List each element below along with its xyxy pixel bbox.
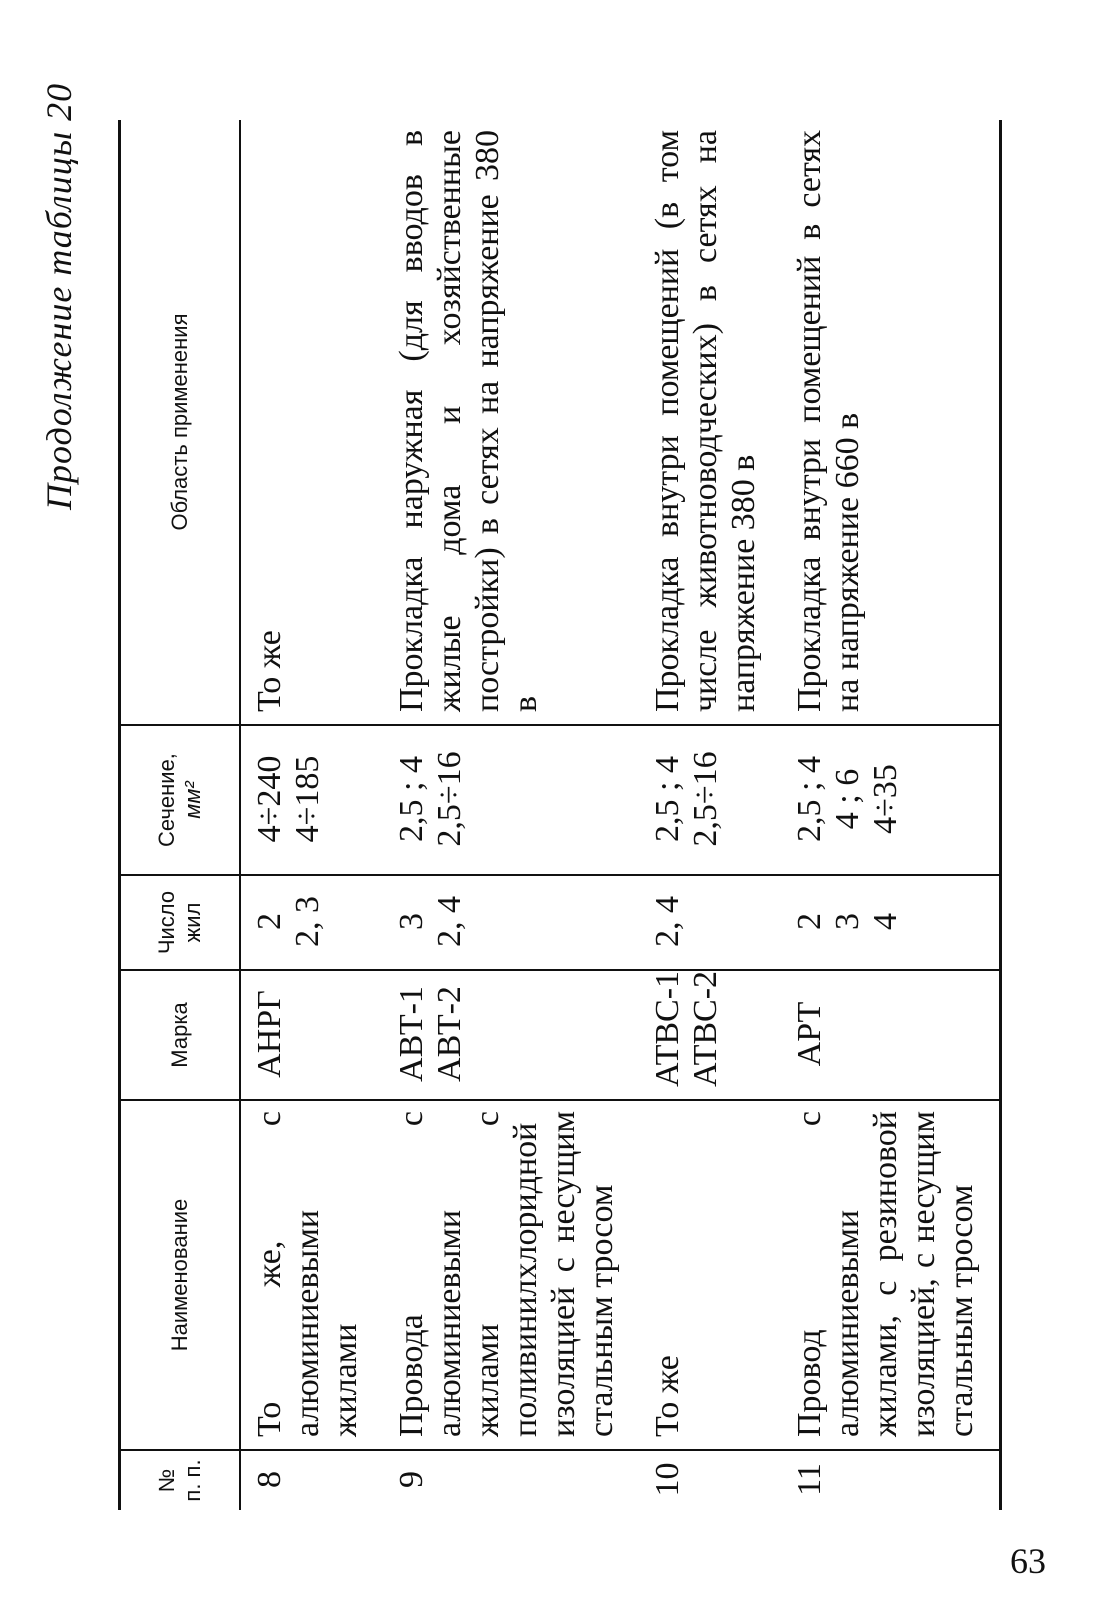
cable-table [118,120,1002,1510]
header-cores [120,875,241,970]
table-row [240,120,383,1510]
row-num: 8 [240,1450,383,1510]
row-area: Прокладка наружная (для вводов в жилые дома и хозяйственные постройки) в сетях на напряжение 380 в [393,130,544,712]
row-section: 2,5 ; 4 2,5÷16 [383,725,639,875]
row-cores: 2 2, 3 [240,875,383,970]
row-cores: 2, 4 [639,875,781,970]
row-mark: АТВС-1 АТВС-2 [639,970,781,1100]
row-section: 2,5 ; 4 4 ; 6 4÷35 [781,725,1001,875]
header-section [120,725,241,875]
row-name: Провода с алюминиевыми жилами с поливинилхлоридной изоляцией с несущим стальным тросом [383,1100,639,1450]
row-name: Провод с алюминиевыми жилами, с резиновой изоляцией, с несущим стальным тросом [781,1100,1001,1450]
row-num: 11 [781,1450,1001,1510]
header-mark: Марка [120,970,241,1100]
row-section: 4÷240 4÷185 [240,725,383,875]
row-area: Прокладка внутри помещений в сетях на напряжение 660 в [781,120,1001,725]
row-section: 2,5 ; 4 2,5÷16 [639,725,781,875]
row-mark: АВТ-1 АВТ-2 [383,970,639,1100]
row-mark: АРТ [781,970,1001,1100]
table-row [781,120,1001,1510]
table-row [383,120,639,1510]
row-num: 9 [383,1450,639,1510]
row-area: Прокладка внутри помещений (в том числе животноводческих) в сетях на напряжение 380 в [649,130,762,712]
table-row [639,120,781,1510]
page-number: 63 [1010,1541,1046,1581]
table-header-row [120,120,241,1510]
header-cores-line1: Число [154,890,179,955]
row-num: 10 [639,1450,781,1510]
header-area: Область применения [120,120,241,725]
header-section-line1: Сечение, [154,753,179,847]
header-name: Наименование [120,1100,241,1450]
table-continuation-title: Продолжение таблицы 20 [39,82,79,510]
row-name: То же [639,1100,781,1450]
row-cores: 2 3 4 [781,875,1001,970]
header-num: № п. п. [120,1450,241,1510]
row-area: То же [251,630,288,712]
row-cores: 3 2, 4 [383,875,639,970]
header-section-line2: мм² [180,781,205,819]
row-mark: АНРГ [240,970,383,1100]
row-name: То же, с алюминиевыми жилами [240,1100,383,1450]
header-cores-line2: жил [180,902,205,943]
